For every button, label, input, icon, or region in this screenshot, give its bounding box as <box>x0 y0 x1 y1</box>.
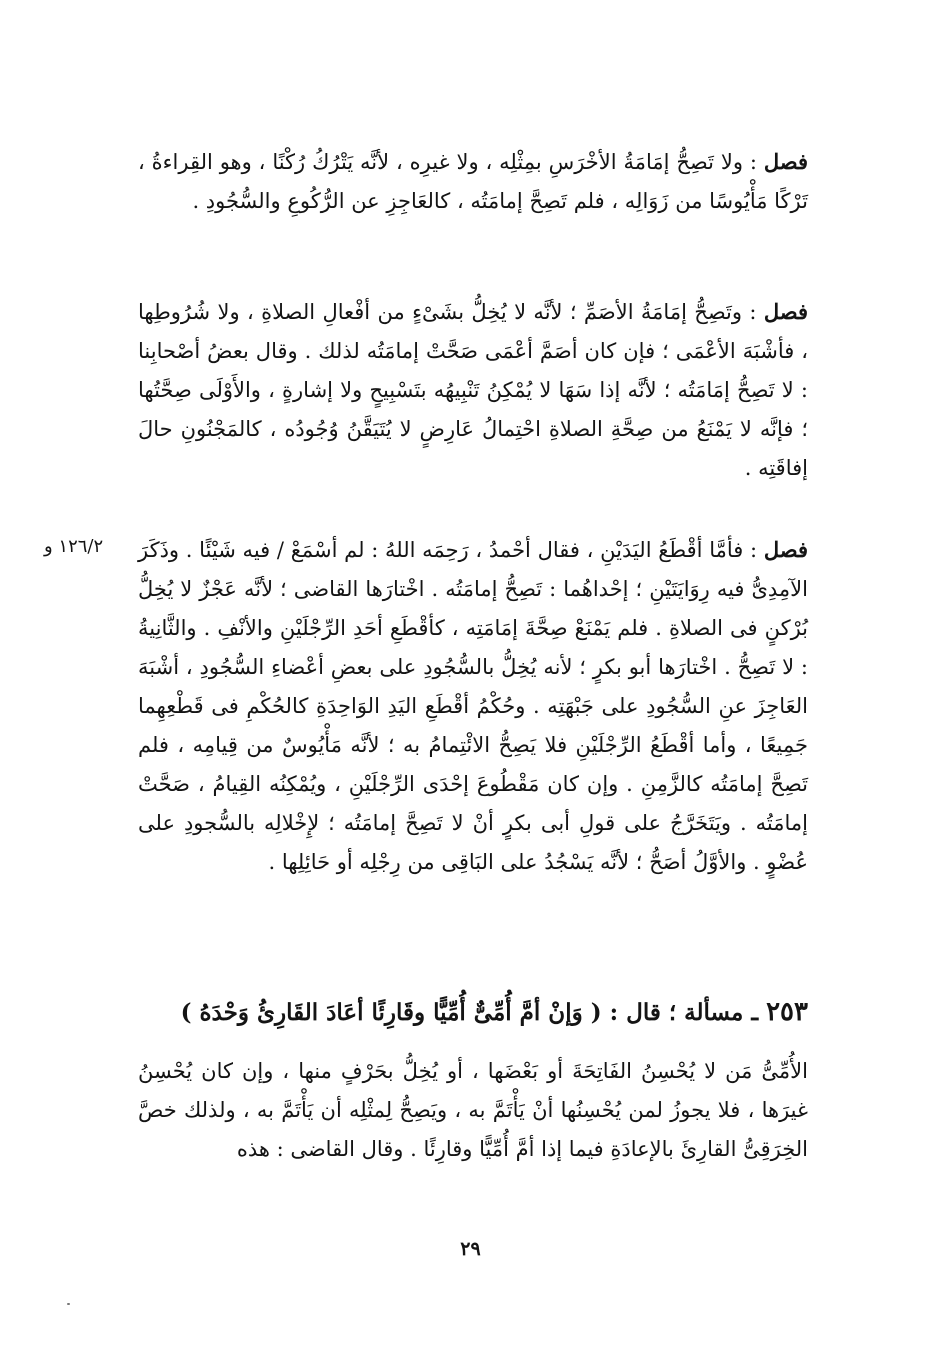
paragraph-mute-imam <box>138 142 808 221</box>
paragraph-text: : ولا تَصِحُّ إمَامَةُ الأخْرَسِ بمِثْلِه ، ولا غيرِه ، لأنَّه يَتْرُكُ رُكْنًا ، وهو القِراءةُ ، تَرْكًا مَأْيُوسًا من زَوَالِه ، فلم تَصِحَّ إمامَتُه ، كالعَاجِزِ عن الرُّكُوعِ والسُّجُودِ . <box>138 150 808 213</box>
paragraph-1 <box>138 142 808 221</box>
section-keyword: فصل <box>763 149 808 174</box>
paragraph-text: : فأمَّا أقْطَعُ اليَدَيْنِ ، فقال أحْمدُ ، رَحِمَه اللهُ : لم أسْمَعْ / فيه شَيْئًا . وذَكَرَ الآمِدِىُّ فيه رِوَايَتَيْنِ ؛ إحْداهُما : تَصِحُّ إمامَتُه . اخْتارَها القاضى ؛ لأنَّه عَجْزٌ لا يُخِلُّ بُرْكنٍ فى الصلاةِ . فلم يَمْنَعْ صِحَّةَ إمَامَتِه ، كأقْطَعِ أحَدِ الرِّجْلَيْنِ والأنْفِ . والثَّانِيةُ : لا تَصِحُّ . اخْتارَها أبو بكرٍ ؛ لأنه يُخِلُّ بالسُّجُودِ على بعضِ أعْضاءِ السُّجُودِ ، أشْبَهَ العَاجِزَ عنِ السُّجُودِ على جَبْهَتِه . وحُكْمُ أقْطَعِ اليَدِ الوَاحِدَةِ كالحُكْمِ فى قَطْعِهِما جَمِيعًا ، وأما أقْطَعُ الرِّجْلَيْنِ فلا يَصِحُّ الائْتِمامُ به ؛ لأنَّه مَأْيُوسٌ من قِيامِه ، فلم تَصِحَّ إمامَتُه كالزَّمِنِ . وإن كان مَقْطُوعَ إحْدَى الرِّجْلَيْنِ ، ويُمْكِنُه القِيامُ ، صَحَّتْ إمامَتُه . ويَتَخَرَّجُ على قولِ أبى بكرٍ أنْ لا تَصِحَّ إمامَتُه ؛ لإِخْلالِه بالسُّجودِ على عُضْوٍ . والأوَّلُ أصَحُّ ؛ لأنَّه يَسْجُدُ على البَاقِى من رِجْلِه أو حَائِلِها . <box>138 538 808 874</box>
paragraph-illiterate-imam <box>138 1052 808 1169</box>
paragraph-deaf-imam <box>138 292 808 488</box>
scan-speck <box>67 1303 70 1305</box>
paragraph-4: الأُمِّىُّ مَن لا يُحْسِنُ الفَاتِحَةَ أو بَعْضَها ، أو يُخِلُّ بحَرْفٍ منها ، وإن كان يُحْسِنُ غيرَها ، فلا يجوزُ لمن يُحْسِنُها أنْ يَأْتَمَّ به ، ويَصِحُّ لِمثْلِه أن يَأْتَمَّ به ، ولذلك خصَّ الخِرَقِىُّ القارِئَ بالإعادَةِ فيما إذا أمَّ أُمِّيًّا وقارِئًا . وقال القاضى : هذه <box>138 1059 808 1161</box>
paragraph-text: : وتَصِحُّ إمَامَةُ الأصَمِّ ؛ لأنَّه لا يُخِلُّ بشَىْءٍ من أفْعالِ الصلاةِ ، ولا شُرُوطِها ، فأشْبَهَ الأعْمَى ؛ فإن كان أصَمَّ أعْمَى صَحَّتْ إمامَتُه لذلك . وقال بعضُ أصْحابِنا : لا تَصِحُّ إمَامَتُه ؛ لأنَّه إذا سَهَا لا يُمْكِنُ تَنْبِيهُه بتَسْبِيحٍ ولا إشارةٍ ، والأَوْلَى صِحَّتُها ؛ فإنَّه لا يَمْنَعُ من صِحَّةِ الصلاةِ احْتِمالُ عَارِضٍ لا يُتَيَقَّنُ وُجُودُه ، كالمَجْنُونِ حالَ إفاقَتِه . <box>138 300 808 480</box>
paragraph-2 <box>138 292 808 488</box>
paragraph-amputee-imam <box>138 530 808 882</box>
page-number: ٢٩ <box>460 1238 481 1260</box>
paragraph-3 <box>138 530 808 882</box>
margin-note: ١٢٦/٢ و <box>44 536 104 557</box>
issue-label: ـ مسألة ؛ قال : <box>609 999 759 1026</box>
section-keyword: فصل <box>763 537 808 562</box>
issue-quote: ( وَإنْ أمَّ أُمِّىٌّ أُمِّيًّا وقَارِئًا أعَادَ القَارِئُ وَحْدَهُ ) <box>180 999 602 1026</box>
issue-number: ٢٥٣ <box>766 997 808 1027</box>
section-keyword: فصل <box>763 299 808 324</box>
section-heading <box>138 992 808 1033</box>
